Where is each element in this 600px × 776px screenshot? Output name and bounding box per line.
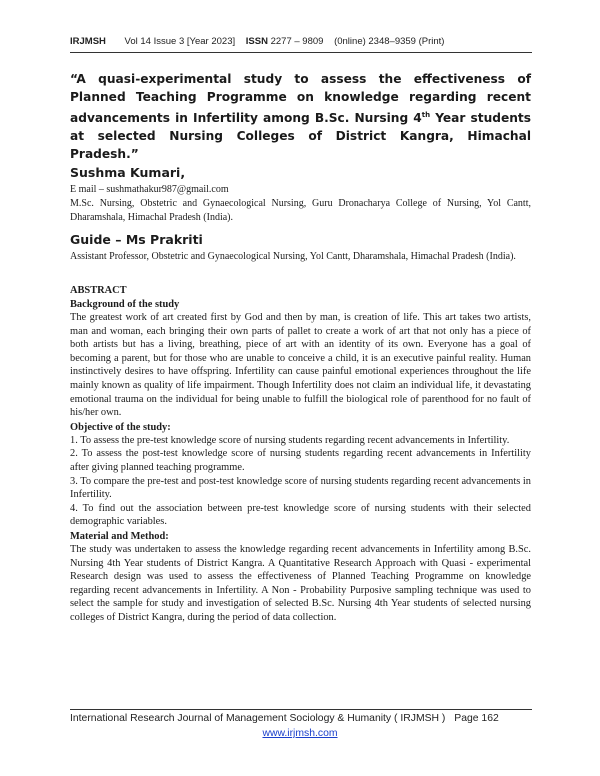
background-paragraph: The greatest work of art created first by God and then by man, is creation of life. This art takes two artists, man and woman, each bringing their own parts of pallet to create a work of art that not only has a piece of both artists but has a living, breathing, piece of art with an identity of its own. Everyone has a goal of becoming a parent, but for those who are unable to conceive a child, it is an executive painful reality. Human instinctively desires to have offspring. Infertility can cause painful emotional experiences throughout the life mainly known as quality of life impairment. Though Infertility does not claim an individual life, it devastating emotional trauma on the individual for being unable to fulfill the biological role of parenthood for no fault of his/her own.: [70, 312, 531, 419]
method-paragraph: The study was undertaken to assess the knowledge regarding recent advancements in Infertility among B.Sc. Nursing 4th Year students of District Kangra. A Quantitative Research Approach with Quasi - experimental Research design was used to assess the effectiveness of Planned Teaching Programme on knowledge regarding recent advancements in Infertility. A Non - Probability Purposive sampling technique was used to select the sample for study and investigation of selected B.Sc. Nursing 4th Year students of selected nursing colleges of District Kangra, during the period of data collection.: [70, 543, 531, 623]
background-heading: Background of the study: [70, 299, 180, 311]
article-body: [70, 70, 531, 625]
guide-affiliation: Assistant Professor, Obstetric and Gynaecological Nursing, Yol Cantt, Dharamshala, Himachal Pradesh (India).: [70, 251, 516, 263]
year: [Year 2023]: [186, 36, 236, 47]
volume-issue: Vol 14 Issue 3: [124, 36, 185, 47]
title-main: “A quasi-experimental study to assess the effectiveness of Planned Teaching Programme on knowledge regarding recent advancements in Infertility among B.Sc. Nursing 4: [70, 72, 531, 126]
title-superscript: th: [421, 111, 431, 119]
issn-online: (0nline) 2348–9359 (Print): [334, 36, 445, 47]
footer-url-wrap: [0, 728, 600, 739]
footer-rule: [70, 709, 532, 710]
abstract-heading: ABSTRACT: [70, 285, 127, 297]
author-affiliation: M.Sc. Nursing, Obstetric and Gynaecological Nursing, Guru Dronacharya College of Nursing, Yol Cantt, Dharamshala, Himachal Pradesh (India).: [70, 198, 531, 224]
objective-item: 2. To assess the post-test knowledge score of nursing students regarding recent advancements in Infertility after giving planned teaching programme.: [70, 448, 531, 473]
title-tail: Year students at selected Nursing Colleges of District Kangra, Himachal Pradesh.”: [70, 111, 531, 162]
running-footer: [70, 713, 535, 724]
header-rule: [70, 52, 532, 53]
objective-item: 3. To compare the pre-test and post-test knowledge score of nursing students regarding recent advancements in Infertility.: [70, 475, 531, 501]
objective-heading: Objective of the study:: [70, 421, 171, 433]
objective-item: 1. To assess the pre-test knowledge score of nursing students regarding recent advancements in Infertility.: [70, 434, 510, 446]
author-name: Sushma Kumari,: [70, 165, 186, 181]
issn-label: ISSN: [245, 36, 268, 47]
journal-link[interactable]: www.irjmsh.com: [262, 728, 338, 739]
guide-name: Guide – Ms Prakriti: [70, 232, 203, 248]
author-email: E mail – sushmathakur987@gmail.com: [70, 184, 229, 196]
journal-abbrev: IRJMSH: [70, 36, 106, 47]
page-number: Page 162: [454, 713, 499, 724]
objective-item: 4. To find out the association between pre-test knowledge score of nursing students with their selected demographic variables.: [70, 502, 531, 528]
issn-print: 2277 – 9809: [270, 36, 324, 47]
footer-journal: International Research Journal of Management Sociology & Humanity ( IRJMSH ): [70, 713, 446, 724]
running-header: [70, 36, 535, 47]
article-title: [70, 70, 531, 163]
method-heading: Material and Method:: [70, 530, 169, 542]
